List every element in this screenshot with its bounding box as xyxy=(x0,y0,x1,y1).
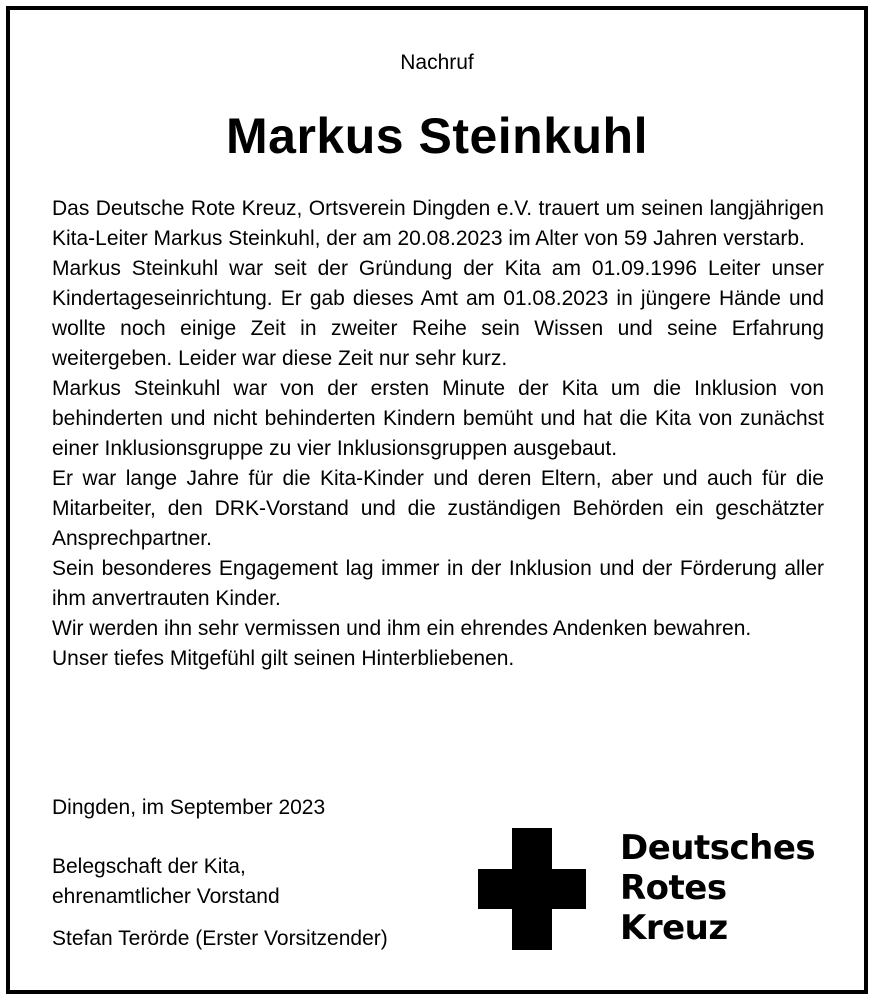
notice-body xyxy=(52,194,824,674)
deceased-name: Markus Steinkuhl xyxy=(226,108,648,164)
cross-horizontal-bar xyxy=(478,869,586,909)
paragraph-engagement: Sein besonderes Engagement lag immer in der Inklusion und der Förderung aller ihm anvertrauten Kinder. xyxy=(52,557,824,610)
wordmark-line-2: Rotes xyxy=(620,868,727,908)
wordmark-line-1: Deutsches xyxy=(620,828,816,868)
notice-kicker: Nachruf xyxy=(400,51,474,74)
paragraph-mourning: Das Deutsche Rote Kreuz, Ortsverein Dingden e.V. trauert um seinen langjährigen Kita-Leiter Markus Steinkuhl, der am 20.08.2023 im Alter von 59 Jahren verstarb. xyxy=(52,197,824,250)
chairman-signature: Stefan Terörde (Erster Vorsitzender) xyxy=(52,927,388,950)
place-date: Dingden, im September 2023 xyxy=(52,796,326,819)
paragraph-contact: Er war lange Jahre für die Kita-Kinder und deren Eltern, aber und auch für die Mitarbeiter, den DRK-Vorstand und die zuständigen Behörden ein geschätzter Ansprechpartner. xyxy=(52,467,824,550)
signer-staff: Belegschaft der Kita, xyxy=(52,855,246,878)
red-cross-icon xyxy=(478,828,586,950)
signers xyxy=(52,852,280,912)
signer-board: ehrenamtlicher Vorstand xyxy=(52,885,280,908)
drk-wordmark xyxy=(620,828,815,948)
paragraph-inclusion: Markus Steinkuhl war von der ersten Minute der Kita um die Inklusion von behinderten und nicht behinderten Kindern bemüht und hat die Kita von zunächst einer Inklusionsgruppe zu vier Inklusionsgruppen ausgebaut. xyxy=(52,377,824,460)
paragraph-remembrance: Wir werden ihn sehr vermissen und ihm ein ehrendes Andenken bewahren. xyxy=(52,617,752,640)
paragraph-condolence: Unser tiefes Mitgefühl gilt seinen Hinterbliebenen. xyxy=(52,647,515,670)
paragraph-career: Markus Steinkuhl war seit der Gründung der Kita am 01.09.1996 Leiter unser Kindertageseinrichtung. Er gab dieses Amt am 01.08.2023 in jüngere Hände und wollte noch einige Zeit in zweiter Reihe sein Wissen und seine Erfahrung weitergeben. Leider war diese Zeit nur sehr kurz. xyxy=(52,257,824,370)
wordmark-line-3: Kreuz xyxy=(620,908,728,948)
